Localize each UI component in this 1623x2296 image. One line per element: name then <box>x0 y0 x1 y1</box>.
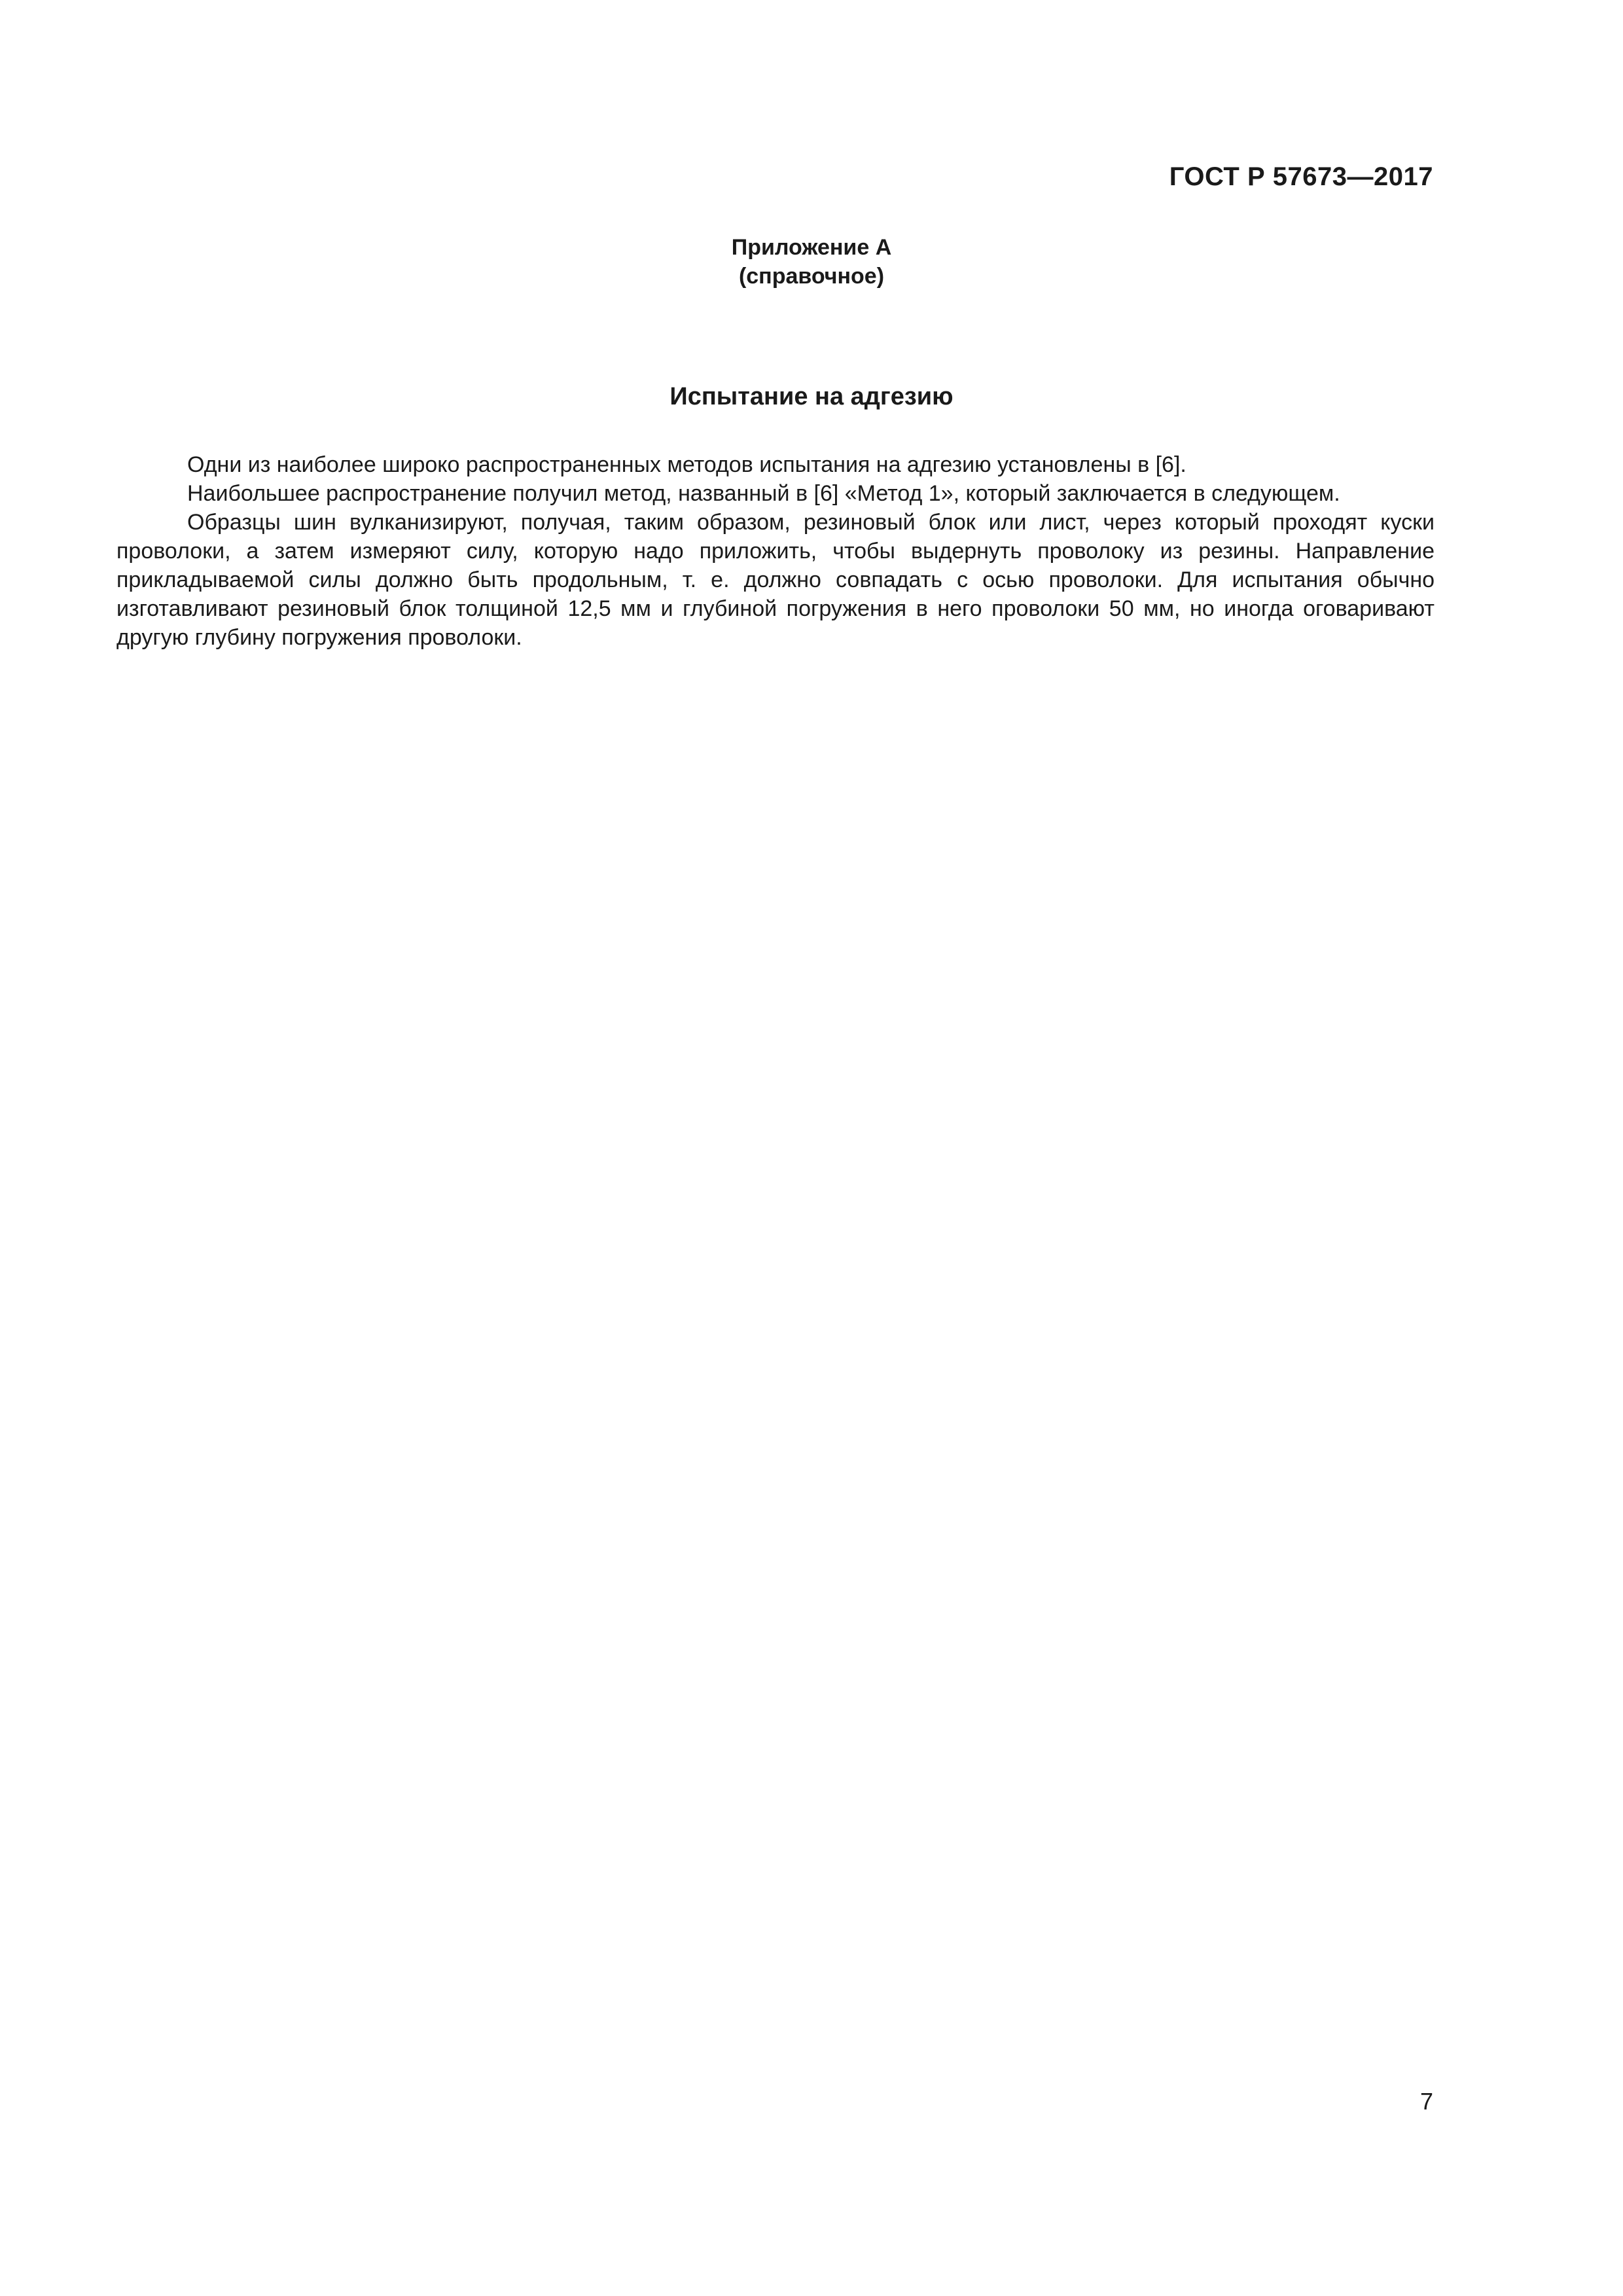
paragraph-3: Образцы шин вулканизируют, получая, таким образом, резиновый блок или лист, через который проходят куски проволоки, а затем измеряют силу, которую надо приложить, чтобы выдернуть проволоку из резины. Направление прикладываемой силы должно быть продольным, т. е. должно совпадать с осью проволоки. Для испытания обычно изготавливают резиновый блок толщиной 12,5 мм и глубиной погружения в него проволоки 50 мм, но иногда оговаривают другую глубину погружения проволоки. <box>116 510 1435 650</box>
section-title: Испытание на адгезию <box>669 383 954 410</box>
paragraph-1: Одни из наиболее широко распространенных методов испытания на адгезию установлены в [6]. <box>187 452 1186 477</box>
document-code: ГОСТ Р 57673—2017 <box>1169 162 1433 191</box>
annex-subtitle: (справочное) <box>738 264 885 289</box>
annex-heading <box>0 233 1623 291</box>
page-number: 7 <box>1419 2088 1433 2115</box>
body-text <box>116 450 1435 652</box>
annex-title: Приложение А <box>731 235 892 260</box>
paragraph-2: Наибольшее распространение получил метод, названный в [6] «Метод 1», который заключается в следующем. <box>187 481 1340 506</box>
